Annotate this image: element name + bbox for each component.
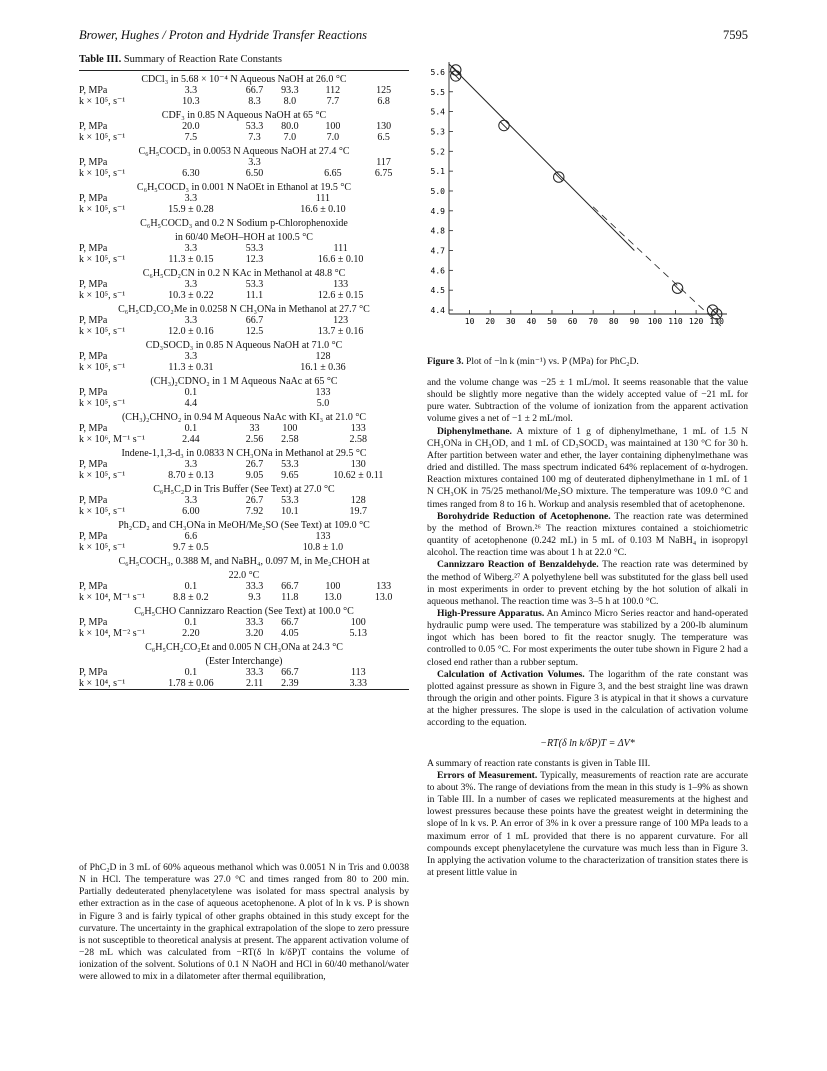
cell-value: 8.0 xyxy=(283,96,297,107)
cell-value: 10.3 xyxy=(182,96,200,107)
heading-activation-volumes: Calculation of Activation Volumes. xyxy=(437,668,585,680)
text-diphenylmethane: A mixture of 1 g of diphenylmethane, 1 mL of 1.5 N CH₃ONa in CH₃OD, and 1 mL of CD₃SOCD₃ was maintained at 130 °C for 30 h. After partition between water and ether, the layer containing diphenylmethane was dried and distilled. The mass spectrum indicated 64% replacement of α-hydrogen. Reaction mixtures contained 100 mg of deuterated diphenylmethane in 1 mL of 1 N CH₃OK in 75/25 methanol/Me₂SO mixture. The temperature was 109.0 °C and times ranged from 8 to 16 h. Workup and analysis resembled that of acetophenone. xyxy=(427,425,748,510)
y-tick-label: 4.6 xyxy=(430,266,445,276)
cell-value: 11.8 xyxy=(281,592,299,603)
cell-value: 16.6 ± 0.10 xyxy=(300,204,346,215)
rate-row xyxy=(79,362,409,373)
condition-text: Indene-1,1,3-d₃ in 0.0833 N CH₃ONa in Methanol at 29.5 °C xyxy=(121,448,367,459)
cell-value: 66.7 xyxy=(281,667,299,678)
cell-value: 53.3 xyxy=(281,459,299,470)
x-tick-label: 10 xyxy=(464,317,475,326)
cell-value: 33.3 xyxy=(245,617,264,628)
text-activation-volumes: The logarithm of the rate constant was plotted against pressure as shown in Figure 3, and the best straight line was drawn through the origin and other points. Figure 3 is atypical in that it shows a curvature at the higher pressures. The slope is used in the calculation of activation volume according to the equation. xyxy=(427,668,748,729)
cell-value: 7.0 xyxy=(283,132,297,143)
para-activation-volumes xyxy=(427,669,748,730)
para-cannizzaro xyxy=(427,559,748,608)
condition-row xyxy=(79,301,409,315)
cell-value: 13.7 ± 0.16 xyxy=(317,326,364,337)
cell-value: 130 xyxy=(350,459,366,470)
cell-value: 3.3 xyxy=(184,279,198,290)
condition-row xyxy=(79,517,409,531)
x-tick-label: 60 xyxy=(567,317,578,326)
cell-value: 133 xyxy=(333,279,349,290)
pressure-row xyxy=(79,495,409,506)
condition-row xyxy=(79,143,409,157)
condition-row xyxy=(79,409,409,423)
row-label: k × 10⁶, M⁻¹ s⁻¹ xyxy=(79,434,145,445)
cell-value: 133 xyxy=(315,531,331,542)
cell-value: 0.1 xyxy=(184,617,198,628)
figure-caption xyxy=(427,356,748,367)
cell-value: 7.0 xyxy=(326,132,340,143)
row-label: k × 10⁴, M⁻¹ s⁻¹ xyxy=(79,592,145,603)
cell-value: 6.6 xyxy=(184,531,198,542)
cell-value: 130 xyxy=(376,121,392,132)
cell-value: 9.65 xyxy=(281,470,299,481)
cell-value: 11.3 ± 0.31 xyxy=(168,362,214,373)
row-label: P, MPa xyxy=(79,667,108,678)
row-label: k × 10⁵, s⁻¹ xyxy=(79,290,126,301)
cell-value: 12.3 xyxy=(245,254,264,265)
cell-value: 100 xyxy=(325,121,341,132)
cell-value: 7.92 xyxy=(245,506,264,517)
cell-value: 7.5 xyxy=(184,132,198,143)
rate-row xyxy=(79,398,409,409)
cell-value: 3.3 xyxy=(184,193,198,204)
row-label: k × 10⁵, s⁻¹ xyxy=(79,398,126,409)
running-header xyxy=(79,28,748,44)
condition-text: CDCl₃ in 5.68 × 10⁻⁴ N Aqueous NaOH at 26.0 °C xyxy=(141,74,347,85)
condition-text: C₆H₅COCD₃ in 0.0053 N Aqueous NaOH at 27.4 °C xyxy=(138,146,350,157)
condition-text: CD₃SOCD₃ in 0.85 N Aqueous NaOH at 71.0 °C xyxy=(145,340,343,351)
cell-value: 8.8 ± 0.2 xyxy=(173,592,209,603)
cell-value: 133 xyxy=(350,423,366,434)
fit-line xyxy=(449,64,634,251)
x-tick-label: 110 xyxy=(668,317,683,326)
cell-value: 10.3 ± 0.22 xyxy=(168,290,214,301)
text-cannizzaro: The reaction rate was determined by the method of Wiberg.²⁷ A polyethylene bell was substituted for the glass bell used in most experiments in order to prevent etching by the hot solution of alkali in aqueous methanol. The reaction time was 3–5 h at 100.0 °C. xyxy=(427,559,748,607)
cell-value: 53.3 xyxy=(281,495,299,506)
cell-value: 26.7 xyxy=(245,459,264,470)
cell-value: 111 xyxy=(315,193,331,204)
x-tick-label: 120 xyxy=(688,317,704,326)
cell-value: 3.3 xyxy=(184,315,198,326)
cell-value: 6.00 xyxy=(182,506,200,517)
cell-value: 66.7 xyxy=(281,617,299,628)
cell-value: 53.3 xyxy=(245,279,264,290)
cell-value: 33.3 xyxy=(245,667,264,678)
condition-text: C₆H₅COCD₃ and 0.2 N Sodium p-Chlorophenoxide xyxy=(140,218,348,229)
row-label: k × 10⁵, s⁻¹ xyxy=(79,132,126,143)
condition-text: C₆H₅CH₂CO₂Et and 0.005 N CH₃ONa at 24.3 °C xyxy=(145,642,343,653)
y-tick-label: 4.8 xyxy=(430,226,445,236)
row-label: P, MPa xyxy=(79,315,108,326)
cell-value: 6.75 xyxy=(374,168,393,179)
cell-value: 12.6 ± 0.15 xyxy=(317,290,364,301)
row-label: k × 10⁵, s⁻¹ xyxy=(79,96,126,107)
cell-value: 6.65 xyxy=(324,168,342,179)
pressure-row xyxy=(79,667,409,678)
pressure-row xyxy=(79,279,409,290)
row-label: P, MPa xyxy=(79,459,108,470)
condition-row xyxy=(79,639,409,653)
pressure-row xyxy=(79,193,409,204)
cell-value: 10.62 ± 0.11 xyxy=(333,470,384,481)
row-label: P, MPa xyxy=(79,531,108,542)
x-tick-label: 30 xyxy=(505,317,516,326)
condition-row xyxy=(79,107,409,121)
cell-value: 66.7 xyxy=(281,581,299,592)
para-high-pressure xyxy=(427,608,748,669)
cell-value: 123 xyxy=(333,315,349,326)
condition-text: (CH₃)₂CDNO₂ in 1 M Aqueous NaAc at 65 °C xyxy=(150,376,338,387)
cell-value: 12.0 ± 0.16 xyxy=(168,326,214,337)
cell-value: 3.3 xyxy=(184,459,198,470)
row-label: P, MPa xyxy=(79,617,108,628)
cell-value: 11.1 xyxy=(245,290,264,301)
row-label: P, MPa xyxy=(79,423,108,434)
page-number: 7595 xyxy=(723,28,748,42)
left-column xyxy=(79,54,409,690)
cell-value: 93.3 xyxy=(281,85,299,96)
rate-row xyxy=(79,168,409,179)
y-tick-label: 4.5 xyxy=(430,286,445,296)
cell-value: 100 xyxy=(282,423,298,434)
data-point-cross xyxy=(500,122,507,129)
x-tick-label: 90 xyxy=(629,317,640,326)
row-label: k × 10⁵, s⁻¹ xyxy=(79,506,126,517)
pressure-row xyxy=(79,387,409,398)
condition-text: C₆H₅COCD₃ in 0.001 N NaOEt in Ethanol at 19.5 °C xyxy=(136,182,352,193)
x-tick-label: 40 xyxy=(526,317,537,326)
condition-text-cont: 22.0 °C xyxy=(228,570,260,581)
curvature-line xyxy=(593,207,721,326)
para-diphenylmethane xyxy=(427,426,748,511)
pressure-row xyxy=(79,243,409,254)
cell-value xyxy=(308,157,359,168)
cell-value: 66.7 xyxy=(245,85,264,96)
condition-row xyxy=(79,215,409,229)
cell-value: 2.11 xyxy=(245,678,264,689)
cell-value: 8.3 xyxy=(248,96,261,107)
row-label: P, MPa xyxy=(79,157,108,168)
row-label: k × 10⁵, s⁻¹ xyxy=(79,204,126,215)
cell-value: 2.20 xyxy=(182,628,200,639)
x-tick-label: 80 xyxy=(608,317,619,326)
text-high-pressure: An Aminco Micro Series reactor and hand-operated hydraulic pump were used. The temperature was stabilized by a 200-lb aluminum ingot which has been bored to fit the reactor snugly. The temperature was controlled to 0.05 °C. For most experiments the outer tube shown in Figure 2 had a closed end rather than a rubber septum. xyxy=(427,607,748,668)
row-label: P, MPa xyxy=(79,85,108,96)
condition-row xyxy=(79,265,409,279)
cell-value: 33.3 xyxy=(245,581,264,592)
cell-value: 5.0 xyxy=(316,398,330,409)
cell-value: 5.13 xyxy=(349,628,368,639)
data-point-cross xyxy=(674,285,681,292)
condition-row xyxy=(79,567,409,581)
cell-value: 117 xyxy=(376,157,391,168)
cell-value: 133 xyxy=(315,387,331,398)
cell-value: 111 xyxy=(333,243,348,254)
y-tick-label: 5.1 xyxy=(430,167,445,177)
y-tick-label: 4.4 xyxy=(430,306,445,316)
cell-value: 0.1 xyxy=(184,387,198,398)
cell-value: 7.7 xyxy=(326,96,340,107)
cell-value: 3.33 xyxy=(349,678,368,689)
x-tick-label: 20 xyxy=(485,317,496,326)
pressure-row xyxy=(79,351,409,362)
row-label: P, MPa xyxy=(79,193,108,204)
condition-row xyxy=(79,553,409,567)
condition-text: C₆H₅CD₂CO₂Me in 0.0258 N CH₃ONa in Methanol at 27.7 °C xyxy=(118,304,370,315)
condition-text: CDF₃ in 0.85 N Aqueous NaOH at 65 °C xyxy=(161,110,327,121)
header-authors-title: Brower, Hughes / Proton and Hydride Transfer Reactions xyxy=(79,28,367,42)
cell-value: 128 xyxy=(350,495,366,506)
cell-value: 125 xyxy=(376,85,392,96)
condition-row xyxy=(79,229,409,243)
cell-value: 6.5 xyxy=(377,132,390,143)
para-borohydride xyxy=(427,511,748,560)
left-body-text xyxy=(79,862,409,984)
y-tick-label: 4.9 xyxy=(430,206,445,216)
para-errors xyxy=(427,770,748,879)
rate-row xyxy=(79,434,409,445)
cell-value: 80.0 xyxy=(281,121,299,132)
row-label: k × 10⁴, s⁻¹ xyxy=(79,678,126,689)
cell-value: 53.3 xyxy=(245,121,264,132)
rate-row xyxy=(79,592,409,603)
pressure-row xyxy=(79,617,409,628)
rate-row xyxy=(79,678,409,690)
heading-errors: Errors of Measurement. xyxy=(437,769,538,781)
cell-value: 3.3 xyxy=(184,495,198,506)
y-tick-label: 5.3 xyxy=(430,127,445,137)
x-tick-label: 130 xyxy=(709,317,724,326)
condition-row xyxy=(79,603,409,617)
row-label: P, MPa xyxy=(79,351,108,362)
text-errors: Typically, measurements of reaction rate are accurate to about 3%. The range of deviations from the mean in this study is 1–9% as shown in Table III. In a number of cases we replicated measurements at the highest and lowest pressures because these points have the greatest weight in determining the slope of ln k vs. P. An error of 3% in k over a pressure range of 100 MPa leads to a maximum error of 1 mL provided that there is no apparent curvature. For all compounds except phenylacetylene the curvature was much less than in Figure 3. In applying the activation volume to the characterization of transition states there is at present little value in xyxy=(427,769,748,879)
figure-caption-label: Figure 3. xyxy=(427,356,464,367)
row-label: P, MPa xyxy=(79,121,108,132)
pressure-row xyxy=(79,531,409,542)
table-caption-text: Summary of Reaction Rate Constants xyxy=(121,54,282,65)
pressure-row xyxy=(79,85,409,96)
rate-row xyxy=(79,290,409,301)
x-tick-label: 100 xyxy=(647,317,663,326)
y-tick-label: 5.0 xyxy=(430,186,445,196)
cell-value: 100 xyxy=(325,581,341,592)
rate-row xyxy=(79,96,409,107)
right-column xyxy=(427,54,748,879)
activation-volume-equation: −RT(δ ln k/δP)T = ΔV* xyxy=(540,737,635,749)
cell-value: 66.7 xyxy=(245,315,264,326)
cell-value: 16.1 ± 0.36 xyxy=(300,362,346,373)
rate-row xyxy=(79,204,409,215)
row-label: P, MPa xyxy=(79,243,108,254)
cell-value: 2.44 xyxy=(182,434,200,445)
cell-value: 4.4 xyxy=(184,398,198,409)
heading-cannizzaro: Cannizzaro Reaction of Benzaldehyde. xyxy=(437,559,599,571)
cell-value: 20.0 xyxy=(182,121,200,132)
cell-value: 8.70 ± 0.13 xyxy=(168,470,214,481)
row-label: k × 10⁵, s⁻¹ xyxy=(79,168,126,179)
cell-value: 0.1 xyxy=(184,423,198,434)
cell-value: 7.3 xyxy=(248,132,261,143)
cell-value: 13.0 xyxy=(324,592,342,603)
para-summary: A summary of reaction rate constants is given in Table III. xyxy=(427,757,651,769)
condition-text: C₆H₅CD₂CN in 0.2 N KAc in Methanol at 48.8 °C xyxy=(142,268,346,279)
pressure-row xyxy=(79,581,409,592)
condition-text: C₆H₅CHO Cannizzaro Reaction (See Text) at 100.0 °C xyxy=(134,606,354,617)
cell-value: 3.3 xyxy=(184,351,198,362)
figure-3-plot xyxy=(427,54,748,344)
row-label: P, MPa xyxy=(79,495,108,506)
cell-value: 12.5 xyxy=(245,326,264,337)
cell-value: 133 xyxy=(376,581,392,592)
cell-value: 2.39 xyxy=(281,678,299,689)
cell-value: 3.3 xyxy=(184,85,198,96)
rate-row xyxy=(79,470,409,481)
rate-row xyxy=(79,628,409,639)
cell-value: 9.3 xyxy=(248,592,261,603)
row-label: P, MPa xyxy=(79,279,108,290)
text-borohydride: The reaction rate was determined by the method of Brown.²⁶ The reaction mixtures contained a stoichiometric quantity of acetophenone (0.242 mL) in 5 mL of 0.103 M NaBH₄ in isopropyl alcohol. The reaction time was about 1 h at 22.0 °C. xyxy=(427,510,748,559)
cell-value: 3.20 xyxy=(245,628,264,639)
row-label: P, MPa xyxy=(79,387,108,398)
cell-value: 0.1 xyxy=(184,667,198,678)
cell-value xyxy=(145,157,237,168)
row-label: k × 10⁵, s⁻¹ xyxy=(79,470,126,481)
condition-row xyxy=(79,481,409,495)
row-label: k × 10⁵, s⁻¹ xyxy=(79,254,126,265)
condition-text-cont: in 60/40 MeOH–HOH at 100.5 °C xyxy=(175,232,313,243)
condition-text-cont: (Ester Interchange) xyxy=(205,656,283,667)
condition-row xyxy=(79,179,409,193)
cell-value: 19.7 xyxy=(349,506,368,517)
cell-value: 10.8 ± 1.0 xyxy=(302,542,344,553)
cell-value: 6.8 xyxy=(377,96,390,107)
row-label: P, MPa xyxy=(79,581,108,592)
cell-value: 112 xyxy=(325,85,341,96)
y-tick-label: 5.4 xyxy=(430,107,445,117)
condition-text: Ph₂CD₂ and CH₃ONa in MeOH/Me₂SO (See Text) at 109.0 °C xyxy=(118,520,370,531)
y-tick-label: 4.7 xyxy=(430,246,445,256)
cell-value: 11.3 ± 0.15 xyxy=(168,254,214,265)
cell-value: 13.0 xyxy=(374,592,393,603)
y-tick-label: 5.2 xyxy=(430,147,445,157)
x-tick-label: 70 xyxy=(588,317,598,326)
heading-high-pressure: High-Pressure Apparatus. xyxy=(437,607,545,619)
cell-value: 2.58 xyxy=(281,434,299,445)
cell-value: 16.6 ± 0.10 xyxy=(317,254,364,265)
row-label: k × 10⁴, M⁻² s⁻¹ xyxy=(79,628,145,639)
cell-value: 128 xyxy=(315,351,331,362)
heading-diphenylmethane: Diphenylmethane. xyxy=(437,425,512,437)
condition-row xyxy=(79,71,409,86)
left-paragraph: of PhC₂D in 3 mL of 60% aqueous methanol which was 0.0051 N in Tris and 0.0038 N in HCl. The temperature was 27.0 °C and times ranged from 80 to 200 min. Partially dedeuterated phenylacetylene was isolated for mass spectral analysis by ether extraction as in the case of aqueous acetophenone. A plot of ln k vs. P is shown in Figure 3 and is fairly typical of other graphs obtained in this study except for the curvature. The uncertainty in the graphical extrapolation of the slope to zero pressure is not susceptible to theoretical analysis at present. The apparent activation volume of −28 mL which was calculated from −RT(δ ln k/δP)T contains the volume of ionization of the solvent. Solutions of 0.1 N NaOH and HCl in 60/40 methanol/water were allowed to mix in a dilatometer after thermal equilibration, xyxy=(79,862,409,983)
cell-value: 113 xyxy=(350,667,366,678)
cell-value: 3.3 xyxy=(184,243,198,254)
cell-value: 1.78 ± 0.06 xyxy=(168,678,214,689)
y-tick-label: 5.5 xyxy=(430,87,445,97)
rate-row xyxy=(79,506,409,517)
cell-value: 9.7 ± 0.5 xyxy=(173,542,209,553)
cell-value: 4.05 xyxy=(281,628,299,639)
table-caption xyxy=(79,54,409,65)
condition-row xyxy=(79,445,409,459)
pressure-row xyxy=(79,315,409,326)
condition-row xyxy=(79,337,409,351)
condition-row xyxy=(79,653,409,667)
row-label: k × 10⁵, s⁻¹ xyxy=(79,326,126,337)
cell-value: 53.3 xyxy=(245,243,264,254)
cell-value: 2.56 xyxy=(245,434,264,445)
cell-value: 33 xyxy=(249,423,260,434)
para-volume-change: and the volume change was −25 ± 1 mL/mol. It seems reasonable that the value should be slightly more negative than the widely accepted value of −21 mL for pure water. Subtraction of the volume of ionization from the apparent activation volume gives a net of −1 ± 2 mL/mol. xyxy=(427,377,748,425)
figure-caption-text: Plot of −ln k (min⁻¹) vs. P (MPa) for PhC₂D. xyxy=(463,356,639,367)
row-label: k × 10⁵, s⁻¹ xyxy=(79,542,126,553)
x-tick-label: 50 xyxy=(547,317,557,326)
condition-text: C₆H₅C₂D in Tris Buffer (See Text) at 27.0 °C xyxy=(153,484,335,495)
cell-value: 9.05 xyxy=(245,470,264,481)
y-tick-label: 5.6 xyxy=(430,67,445,77)
cell-value: 0.1 xyxy=(184,581,198,592)
cell-value: 26.7 xyxy=(245,495,264,506)
cell-value xyxy=(272,168,307,179)
data-point-cross xyxy=(452,66,459,73)
table-caption-label: Table III. xyxy=(79,54,122,65)
condition-text: (CH₃)₂CHNO₂ in 0.94 M Aqueous NaAc with KI₃ at 21.0 °C xyxy=(121,412,367,423)
cell-value xyxy=(272,157,307,168)
condition-row xyxy=(79,373,409,387)
rate-constants-table xyxy=(79,70,409,690)
rate-row xyxy=(79,542,409,553)
cell-value: 6.30 xyxy=(182,168,200,179)
cell-value: 10.1 xyxy=(281,506,299,517)
cell-value: 2.58 xyxy=(349,434,368,445)
rate-row xyxy=(79,326,409,337)
cell-value: 100 xyxy=(350,617,366,628)
heading-borohydride: Borohydride Reduction of Acetophenone. xyxy=(437,510,611,522)
row-label: k × 10⁵, s⁻¹ xyxy=(79,362,126,373)
cell-value: 3.3 xyxy=(248,157,261,168)
pressure-row xyxy=(79,423,409,434)
figure-3 xyxy=(427,54,748,354)
right-body-text xyxy=(427,377,748,879)
condition-text: C₆H₅COCH₃, 0.388 M, and NaBH₄, 0.097 M, in Me₂CHOH at xyxy=(118,556,370,567)
pressure-row xyxy=(79,157,409,168)
cell-value: 6.50 xyxy=(245,168,264,179)
rate-row xyxy=(79,132,409,143)
pressure-row xyxy=(79,459,409,470)
pressure-row xyxy=(79,121,409,132)
cell-value: 15.9 ± 0.28 xyxy=(168,204,214,215)
rate-row xyxy=(79,254,409,265)
